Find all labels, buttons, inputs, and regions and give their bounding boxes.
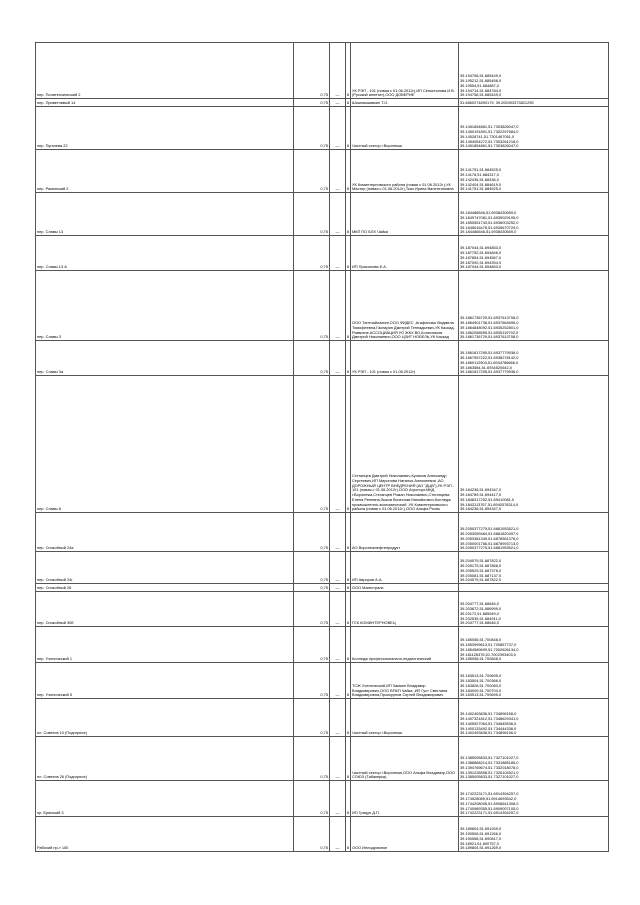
type-cell: 8 [346,663,351,699]
coordinates-cell: 39.184486546,51.6938430659,0 39.1849747081,51.6939029195,0 39.1850551743,51.6936003252,0 39.1845616476,51.6935670729,0 39.184486546,51.6938430659,0 [459,193,609,236]
address-cell: пер. Спокойный 30б [36,592,294,627]
organization-cell: Шишнякшивкин Т.О. [351,99,459,107]
volume-cell: 0,75 [294,150,330,193]
organization-cell: УК Коминтерновского района (новая с 01.06.2012г.),УК Мастер (новая с 01.06.2012г),Ткач Ирина Валентиновна [351,150,459,193]
dash-cell: — [330,376,346,513]
table-row [36,663,609,699]
coordinates-cell: 39.2050377275,51.6881953521,0 39.2053059484,51.6881820497,0 39.2053381349,51.6878561376,0 39.2050001766,51.6878993713,0 39.2050377275,51.6881953521,0 [459,513,609,552]
volume-cell: 0,75 [294,699,330,737]
table-body [36,43,609,852]
address-cell: пер. Славы 3а [36,341,294,376]
table-row [36,737,609,781]
address-cell: пер. Спокойный 24г [36,552,294,584]
organization-cell: ООО Иплодромное [351,817,459,852]
coordinates-cell: 39.141751,51.684525,0 39.14176,51.684317,0 39.142436,51.68436,0 39.142404,51.684619,0 39.141751,51.684525,0 [459,150,609,193]
coordinates-cell: 39.1385005833,51.7327101027,0 39.1388868214,51.7331885185,0 39.1394769674,51.7332018078,0 39.1391228558,51.7326104521,0 39.1385005833,51.7327101027,0 [459,737,609,781]
volume-cell: 0,75 [294,43,330,99]
table-row [36,341,609,376]
volume-cell: 0,75 [294,663,330,699]
address-cell: пер. Славы 13 [36,193,294,236]
table-row [36,43,609,99]
type-cell: 8 [346,43,351,99]
organization-cell: Стеганцев Дмитрий Николаевич,Куликов Александр Сергеевич,ИП Миронова Наталья Алексеевна ,АО ДОРОЖНЫЙ ЦЕНТР ВНЕДРЕНИЯ (АО "ДЦВ"),УК РЭП - 101 (новая с 01.06.2012г),ООО Агропорт,МКД г.Воронежа,Стеганцев Роман Николаевич,Стеганцева Елена Реневна,Зыков Вячеслав Михайлович,Колледж промышленно-экономический ,УК Коминтерновского района (новая с 01.06.2012г.),ООО Альфа Рознь [351,376,459,513]
type-cell: 8 [346,513,351,552]
address-cell: пр. Брянский 3 [36,781,294,817]
address-cell: пер. Политехнический 2 [36,43,294,99]
table-row [36,107,609,150]
organization-cell: ИП Авроров А.А. [351,552,459,584]
dash-cell: — [330,663,346,699]
type-cell: 8 [347,585,350,591]
coordinates-cell: 39.187044,51.694853,0 39.187752,51.694846,0 39.187854,51.694567,0 39.187092,51.694394,0 39.187044,51.694853,0 [459,236,609,271]
type-cell: 8 [346,376,351,513]
volume-cell: 0,75 [294,513,330,552]
dash-cell: — [330,236,346,271]
coordinates-cell [459,584,609,592]
dash-cell: — [330,99,346,107]
organization-cell: ТСЖ Ученический,ИП Замкин Владимир Владимирович,ООО ВПКП Чайка ,ИП Густ Светлана Владимировна,Проскурнов Сергей Владимирович [351,663,459,699]
table-row [36,699,609,737]
dash-cell: — [330,271,346,341]
volume-cell: 0,75 [294,107,330,150]
table-row [36,193,609,236]
address-cell: пер. Славы 3 [36,271,294,341]
address-cell: Рабочий пр-т 100 [36,817,294,852]
volume-cell: 0,75 [294,341,330,376]
volume-cell: 0,75 [294,817,330,852]
dash-cell: — [330,817,346,852]
table-row [36,271,609,341]
organization-cell: Колледж профессионально-педагогический [351,627,459,663]
coordinates-cell: 39.183513,51.700695,0 39.183504,51.700366,0 39.183826,51.700083,0 39.184009,51.700704,0 39.183513,51.700695,0 [459,663,609,699]
organization-cell: Частный сектор г.Воронежа [351,699,459,737]
dash-cell: — [330,341,346,376]
dash-cell: — [330,699,346,737]
dash-cell: — [330,150,346,193]
type-cell: 8 [346,193,351,236]
organization-cell: УК РЭП - 101 (новая с 01.06.2012г) [351,341,459,376]
address-cell: пл. Советов 26 (Подгорное) [36,737,294,781]
table-row [36,817,609,852]
coordinates-cell: 39.189804,51.691269,0 39.190506,51.691266,0 39.190558,51.690817,0 39.18921,51.690757,0 39.189804,51.691269,0 [459,817,609,852]
dash-cell: — [330,737,346,781]
table-row [36,627,609,663]
address-cell: пер. Спокойный 24а [36,513,294,552]
volume-cell: 0,75 [294,552,330,584]
type-cell: 8 [346,737,351,781]
address-cell: пер. Славы 13 А [36,236,294,271]
organization-cell: Частный сектор г.Воронежа [351,107,459,150]
coordinates-cell: 39.204777,51.68646,0 39.203672,51.686999,0 39.20172,51.685549,0 39.202535,51.684911,0 39.204777,51.68646,0 [459,592,609,627]
address-cell: пер. Рамонский 2 [36,150,294,193]
dash-cell: — [330,107,346,150]
address-cell: пер. Пугачева 22 [36,107,294,150]
address-cell: пер. Спокойный 26 [36,584,294,592]
address-cell: пер. Ученический 1 [36,627,294,663]
volume-cell: 0,75 [294,99,330,107]
coordinates-cell: 39.204579,51.687822,0 39.205175,51.687868,0 39.205529,51.687376,0 39.205081,51.687137,0 39.204579,51.687822,0 [459,552,609,584]
dash-cell: — [330,43,346,99]
organization-cell: АО Воронежнефтепродукт [351,513,459,552]
coordinates-cell: 39.1861817295,51.6937779936,0 39.1867557222,51.6938278142,0 39.1869112904,51.6934786666,0 39.1863584,51.6934520642,0 39.1861817295,51.6937779936,0 [459,341,609,376]
table-row [36,592,609,627]
volume-cell: 0,75 [294,781,330,817]
organization-cell: УК РЭП - 101 (новая с 01.06.2012г),ИП Сенкстьнова И.В. (Русский аппетит),ООО ДОВЕРИЕ [351,43,459,99]
address-cell: пер. Ученический 5 [36,663,294,699]
address-cell: пер. Приветливый 14 [36,99,294,107]
dash-cell: — [330,584,346,592]
coordinates-cell: 39.1402493836,51.734896156,0 39.1407321812,51.7348629341,0 39.1405927064,51.734845536,0 39.1400133492,51.734444336,0 39.1402493836,51.734896156,0 [459,699,609,737]
table-row [36,584,609,592]
coordinates-cell: 39.1451854861,51.7303826047,0 39.1450191891,51.7302297684,0 39.14528741,51.7301467051,0 39.1454054272,51.7303261218,0 39.1451854861,51.7303826047,0 [459,107,609,150]
type-cell: 8 [346,699,351,737]
type-cell: 8 [346,627,351,663]
volume-cell: 0,75 [294,627,330,663]
table-row [36,150,609,193]
coordinates-cell: 51.6860274890179, 39.205393373821295 [459,99,609,107]
type-cell: 8 [346,781,351,817]
dash-cell: — [330,193,346,236]
dash-cell: — [330,627,346,663]
organization-cell: ГСК КОМИНТЕРНОВЕЦ [351,592,459,627]
volume-cell: 0,75 [294,737,330,781]
volume-cell: 0,75 [294,271,330,341]
table-row [36,236,609,271]
type-cell: 8 [346,817,351,852]
address-cell: пл. Советов 10 (Подгорное) [36,699,294,737]
dash-cell: — [330,513,346,552]
volume-cell: 0,75 [294,376,330,513]
table-row [36,376,609,513]
type-cell: 8 [346,592,351,627]
volume-cell: 0,75 [294,193,330,236]
volume-cell: 0,75 [294,236,330,271]
coordinates-cell: 39.184236,51.694347,0 39.184789,51.694417,0 39.1848317252,51.69410081,0 39.1843113767,51.6940376314,0 39.184236,51.694347,0 [459,376,609,513]
type-cell: 8 [346,552,351,584]
type-cell: 8 [347,100,350,106]
type-cell: 8 [346,150,351,193]
organization-cell: ИП Прасолова Е.А. [351,236,459,271]
coordinates-cell: 39.185056,51.700848,0 39.1853999613,51.700857737,0 39.1854589699,51.7002626134,0 39.181126376,51.7002393403,0 39.185056,51.700848,0 [459,627,609,663]
coordinates-cell: 39.1742223171,51.6914394257,0 39.174528089,51.6914693542,0 39.1744208006,51.6908641308,0 39.1740989355,51.6909007105,0 39.1742223171,51.6914394257,0 [459,781,609,817]
dash-cell: — [330,781,346,817]
coordinates-cell: 39.1861736729,51.6937613708,0 39.1864901736,51.6937664696,0 39.1864848092,51.6935252801,0 39.1862058595,51.6935119792,0 39.1861736729,51.6937613708,0 [459,271,609,341]
table-row [36,781,609,817]
table-row [36,552,609,584]
volume-cell: 0,75 [294,592,330,627]
volume-cell: 0,75 [294,584,330,592]
organization-cell: ООО Тантнайлахинг,ООО ФИДЕС ,Агафонова Людмила Тимофеевна,Гаспарян Дмитрий Геннадьевич,УК Каскад-Развитие,АССОЦИАЦИЯ УО ЖКХ ВО,Колесников Дмитрий Николаевич,ООО ЦЗИТ НОБЕЛЬ,УК Каскад [351,271,459,341]
type-cell: 8 [346,107,351,150]
dash-cell: — [330,592,346,627]
type-cell: 8 [346,271,351,341]
table-row [36,99,609,107]
data-table [35,42,609,852]
address-cell: пер. Славы 8 [36,376,294,513]
dash-cell: — [330,552,346,584]
organization-cell: МКП ПО БЛХ Чайка [351,193,459,236]
organization-cell: Частный сектор г.Воронежа,ООО Альфа Владимир,ООО СОЮЗ (Табакерка) [351,737,459,781]
table-row [36,513,609,552]
type-cell: 8 [346,341,351,376]
type-cell: 8 [346,236,351,271]
coordinates-cell: 39.194756,51.685449,0 39.195212,51.685456,0 39.19554,51.684887,0 39.194714,51.684784,0 39.194756,51.685449,0 [459,43,609,99]
organization-cell: ООО Магистраль [351,584,459,592]
organization-cell: ИП Грицун Д.П. [351,781,459,817]
